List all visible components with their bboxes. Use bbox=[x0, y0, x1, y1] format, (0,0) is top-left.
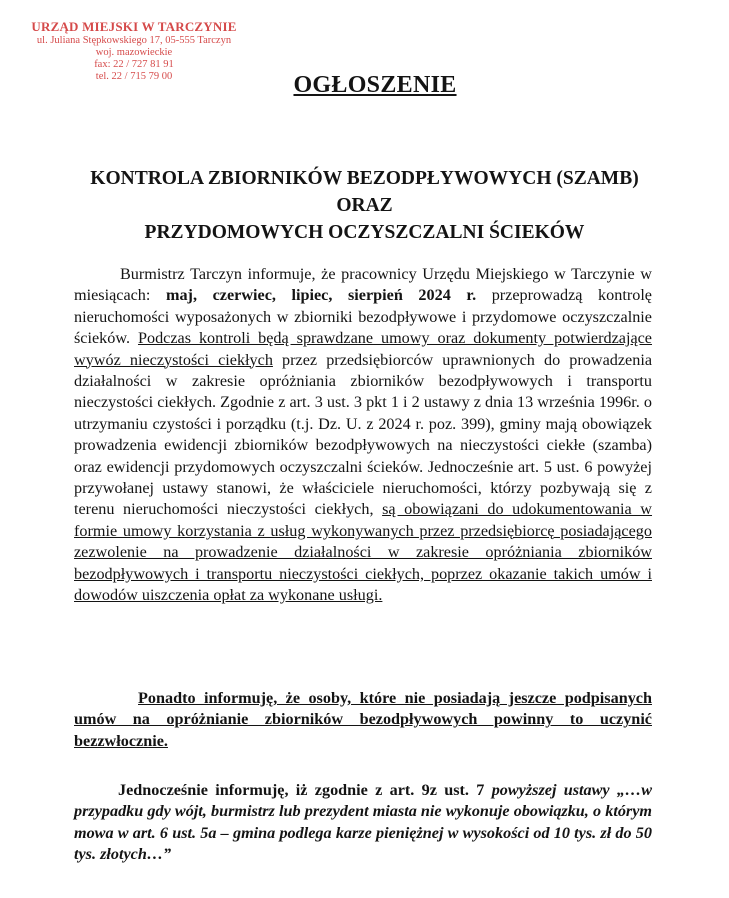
office-stamp bbox=[24, 20, 244, 83]
paragraph-penalty-info bbox=[74, 780, 652, 866]
paragraph-inspection-info bbox=[74, 264, 652, 607]
paragraph-contract-reminder: Ponadto informuję, że osoby, które nie posiadają jeszcze podpisanych umów na opróżnianie zbiorników bezodpływowych powinny to uczynić bezzwłocznie. bbox=[74, 689, 652, 750]
paragraph1-intro: Burmistrz Tarczyn informuje, że pracownicy Urzędu Miejskiego w Tarczynie w miesiącach: bbox=[74, 265, 652, 305]
documents-checked-note: Podczas kontroli będą sprawdzane umowy oraz dokumenty potwierdzające wywóz nieczystości ciekłych bbox=[74, 329, 652, 369]
document-title bbox=[0, 165, 729, 246]
penalty-quote: powyższej ustawy „…w przypadku gdy wójt, burmistrz lub prezydent miasta nie wykonuje obowiązku, o którym mowa w art. 6 ust. 5a – gmina podlega karze pieniężnej w wysokości od 10 tys. zł do 50 tys. złotych…” bbox=[74, 781, 652, 864]
paragraph3-lead: Jednocześnie informuję, iż zgodnie z art. 9z ust. 7 bbox=[118, 781, 492, 799]
title-line-3: PRZYDOMOWYCH OCZYSZCZALNI ŚCIEKÓW bbox=[144, 222, 585, 243]
paragraph1-scope: przeprowadzą kontrolę nieruchomości wyposażonych w zbiorniki bezodpływowe i przydomowe oczyszczalnie ścieków. bbox=[74, 286, 652, 348]
paragraph1-legal-basis: przez przedsiębiorców uprawnionych do prowadzenia działalności w zakresie opróżniania zbiorników bezodpływowych i transportu nieczystości ciekłych. Zgodnie z art. 3 ust. 3 pkt 1 i 2 ustawy z dnia 13 września 1996r. o utrzymaniu czystości i porządku (t.j. Dz. U. z 2024 r. poz. 399), gminy mają obowiązek prowadzenia ewidencji zbiorników bezodpływowych na nieczystości ciekłe (szamba) oraz ewidencji przydomowych oczyszczalni ścieków. Jednocześnie art. 5 ust. 6 powyżej przywołanej ustawy stanowi, że właściciele nieruchomości, którzy pozbywają się z terenu nieruchomości nieczystości ciekłych, bbox=[74, 350, 653, 519]
document-heading: OGŁOSZENIE bbox=[293, 72, 457, 98]
stamp-office-name: URZĄD MIEJSKI W TARCZYNIE bbox=[31, 19, 237, 34]
stamp-region: woj. mazowieckie bbox=[95, 47, 173, 58]
title-line-1: KONTROLA ZBIORNIKÓW BEZODPŁYWOWYCH (SZAMB) bbox=[90, 168, 639, 189]
title-line-2: ORAZ bbox=[336, 195, 393, 216]
stamp-fax: fax: 22 / 727 81 91 bbox=[94, 59, 174, 71]
stamp-address: ul. Juliana Stępkowskiego 17, 05-555 Tarczyn bbox=[36, 34, 232, 46]
stamp-phone: tel. 22 / 715 79 00 bbox=[95, 71, 173, 83]
owner-obligation-note: są obowiązani do udokumentowania w formie umowy korzystania z usług wykonywanych przez przedsiębiorcę posiadającego zezwolenie na prowadzenie działalności w zakresie opróżniania zbiorników bezodpływowych i transportu nieczystości ciekłych, poprzez okazanie takich umów i dowodów uiszczenia opłat za wykonane usługi. bbox=[74, 500, 653, 605]
inspection-months: maj, czerwiec, lipiec, sierpień 2024 r. bbox=[165, 286, 477, 305]
